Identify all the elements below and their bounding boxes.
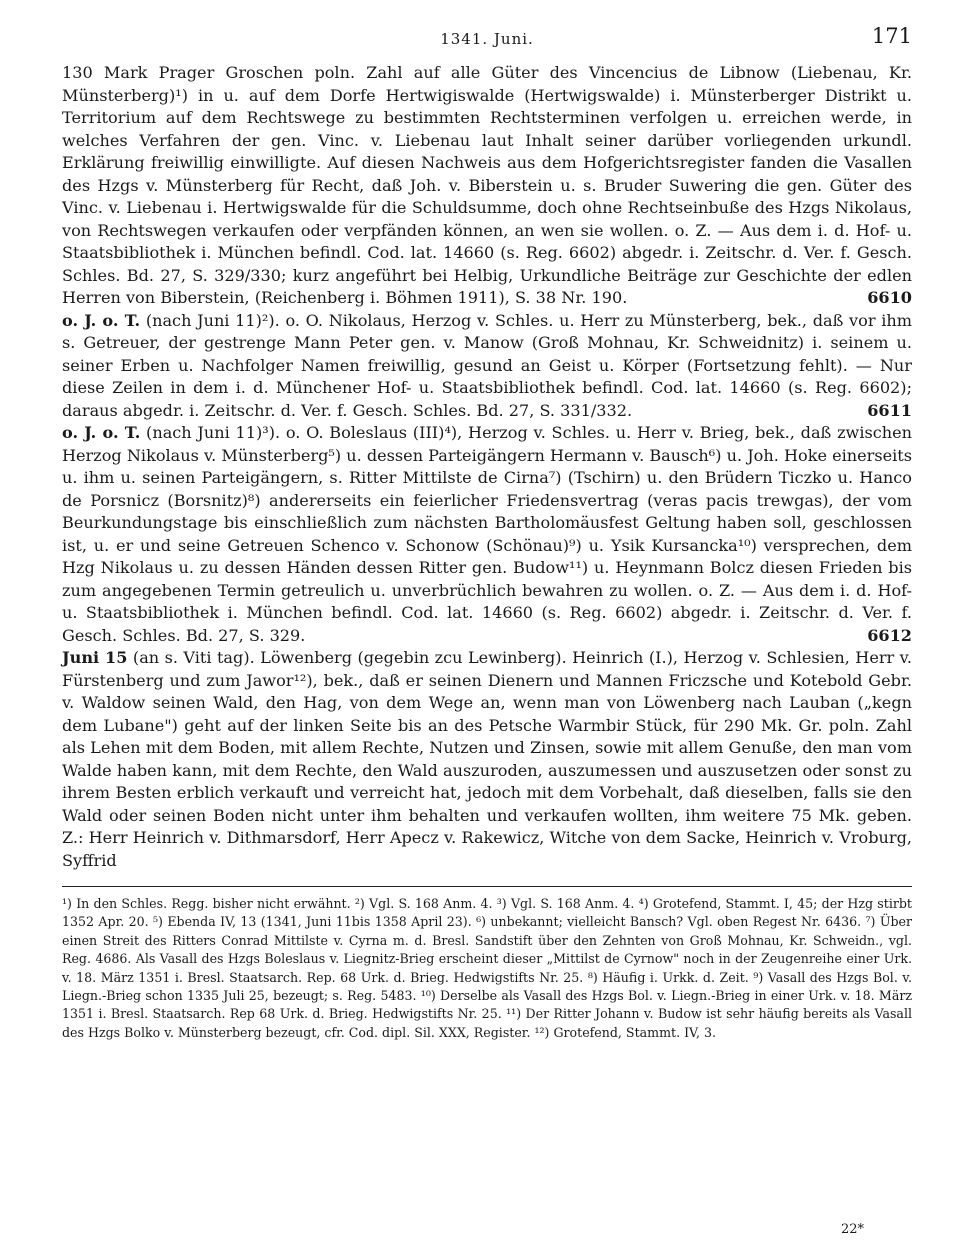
regest-paragraph (62, 62, 912, 310)
regest-date: o. J. o. T. (62, 423, 141, 442)
regest-paragraph (62, 310, 912, 423)
footnote-divider (62, 886, 912, 887)
running-title: 1341. Juni. (440, 30, 534, 48)
running-head (62, 24, 912, 54)
regest-date: Juni 15 (62, 648, 128, 667)
regest-text: 130 Mark Prager Groschen poln. Zahl auf alle Güter des Vincencius de Libnow (Liebenau, Kr. Münsterberg)¹) in u. auf dem Dorfe Hertwigiswalde (Hertwigswalde) i. Münsterberger Distrikt u. Territorium auf dem Rechtswege zu bestimmten Rechtsterminen verfolgen u. erreichen werde, in welches Verfahren der gen. Vinc. v. Liebenau laut Inhalt seiner darüber vorliegenden urkundl. Erklärung freiwillig einwilligte. Auf diesen Nachweis aus dem Hofgerichtsregister fanden die Vasallen des Hzgs v. Münsterberg für Recht, daß Joh. v. Biberstein u. s. Bruder Suwering die gen. Güter des Vinc. v. Liebenau i. Hertwigswalde für die Schuldsumme, doch ohne Rechtseinbuße des Hzgs Nikolaus, von Rechtswegen verkaufen oder verpfänden können, an wen sie wollen. o. Z. — Aus dem i. d. Hof- u. Staatsbibliothek i. München befindl. Cod. lat. 14660 (s. Reg. 6602) abgedr. i. Zeitschr. d. Ver. f. Gesch. Schles. Bd. 27, S. 329/330; kurz angeführt bei Helbig, Urkundliche Beiträge zur Geschichte der edlen Herren von Biberstein, (Reichenberg i. Böhmen 1911), S. 38 Nr. 190. (62, 63, 912, 307)
regest-paragraph (62, 647, 912, 872)
regest-text: (an s. Viti tag). Löwenberg (gegebin zcu Lewinberg). Heinrich (I.), Herzog v. Schlesien, Herr v. Fürstenberg und zum Jawor¹²), bek., daß er seinen Dienern und Mannen Friczsche und Kotebold Gebr. v. Waldow seinen Wald, den Hag, von dem Wege an, wenn man von Löwenberg nach Lauban („kegn dem Lubane") geht auf der linken Seite bis an des Petsche Warmbir Stück, für 290 Mk. Gr. poln. Zahl als Lehen mit dem Boden, mit allem Rechte, Nutzen und Zinsen, sowie mit allem Genuße, den man vom Walde haben kann, mit dem Rechte, den Wald auszuroden, auszumessen und auszusetzen oder sonst zu ihrem Besten erblich verkauft und verreicht hat, jedoch mit dem Vorbehalt, daß dieselben, falls sie den Wald oder seinen Boden nicht unter ihm behalten und verkaufen wollten, ihm weitere 75 Mk. geben. Z.: Herr Heinrich v. Dithmarsdorf, Herr Apecz v. Rakewicz, Witche von dem Sacke, Heinrich v. Vroburg, Syffrid (62, 648, 912, 870)
regest-text: (nach Juni 11)²). o. O. Nikolaus, Herzog v. Schles. u. Herr zu Münsterberg, bek., daß vor ihm s. Getreuer, der gestrenge Mann Peter gen. v. Manow (Groß Mohnau, Kr. Schweidnitz) i. seinem u. seiner Erben u. Nachfolger Namen freiwillig, gesund an Geist u. Körper (Fortsetzung fehlt). — Nur diese Zeilen in dem i. d. Münchener Hof- u. Staatsbibliothek befindl. Cod. lat. 14660 (s. Reg. 6602); daraus abgedr. i. Zeitschr. d. Ver. f. Gesch. Schles. Bd. 27, S. 331/332. (62, 310, 912, 420)
signature-mark: 22* (840, 1222, 864, 1237)
regest-number: 6612 (867, 625, 912, 645)
regest-date: o. J. o. T. (62, 310, 141, 330)
footnote-text: ¹) In den Schles. Regg. bisher nicht erwähnt. ²) Vgl. S. 168 Anm. 4. ³) Vgl. S. 168 Anm. 4. ⁴) Grotefend, Stammt. I, 45; der Hzg stirbt 1352 Apr. 20. ⁵) Ebenda IV, 13 (1341, Juni 11bis 1358 April 23). ⁶) unbekannt; vielleicht Bansch? Vgl. oben Regest Nr. 6436. ⁷) Über einen Streit des Ritters Conrad Mittilste v. Cyrna m. d. Bresl. Sandstift über den Zehnten von Groß Mohnau, Kr. Schweidn., vgl. Reg. 4686. Als Vasall des Hzgs Boleslaus v. Liegnitz-Brieg erscheint dieser „Mittilst de Cyrnow" noch in der Zeugenreihe einer Urk. v. 18. März 1351 i. Bresl. Staatsarch. Rep. 68 Urk. d. Brieg. Hedwigstifts Nr. 25. ⁸) Häufig i. Urkk. d. Zeit. ⁹) Vasall des Hzgs Bol. v. Liegn.-Brieg schon 1335 Juli 25, bezeugt; s. Reg. 5483. ¹⁰) Derselbe als Vasall des Hzgs Bol. v. Liegn.-Brieg in einer Urk. v. 18. März 1351 i. Bresl. Staatsarch. Rep 68 Urk. d. Brieg. Hedwigstifts Nr. 25. ¹¹) Der Ritter Johann v. Budow ist sehr häufig bereits als Vasall des Hzgs Bolko v. Münsterberg bezeugt, cfr. Cod. dipl. Sil. XXX, Register. ¹²) Grotefend, Stammt. IV, 3. (62, 896, 912, 1040)
regest-text: (nach Juni 11)³). o. O. Boleslaus (III)⁴), Herzog v. Schles. u. Herr v. Brieg, bek., daß zwischen Herzog Nikolaus v. Münsterberg⁵) u. dessen Parteigängern Hermann v. Bausch⁶) u. Joh. Hoke einerseits u. ihm u. seinen Parteigängern, s. Ritter Mittilste de Cirna⁷) (Tschirn) u. den Brüdern Ticzko u. Hanco de Porsnicz (Borsnitz)⁸) andererseits ein feierlicher Friedensvertrag (veras pacis trewgas), der vom Beurkundungstage bis einschließlich zum nächsten Bartholomäusfest Geltung haben soll, geschlossen ist, u. er und seine Getreuen Schenco v. Schonow (Schönau)⁹) u. Ysik Kursancka¹⁰) versprechen, dem Hzg Nikolaus u. zu dessen Händen dessen Ritter gen. Budow¹¹) u. Heynmann Bolcz diesen Frieden bis zum angegebenen Termin getreulich u. unverbrüchlich bewahren zu wollen. o. Z. — Aus dem i. d. Hof- u. Staatsbibliothek i. München befindl. Cod. lat. 14660 (s. Reg. 6602) abgedr. i. Zeitschr. d. Ver. f. Gesch. Schles. Bd. 27, S. 329. (62, 423, 912, 645)
page-number: 171 (871, 24, 912, 48)
regest-number: 6611 (867, 400, 912, 420)
footnotes (62, 895, 912, 1042)
regest-paragraph (62, 422, 912, 647)
body-text (62, 62, 912, 872)
regest-number: 6610 (867, 288, 912, 307)
document-page (62, 24, 912, 1042)
